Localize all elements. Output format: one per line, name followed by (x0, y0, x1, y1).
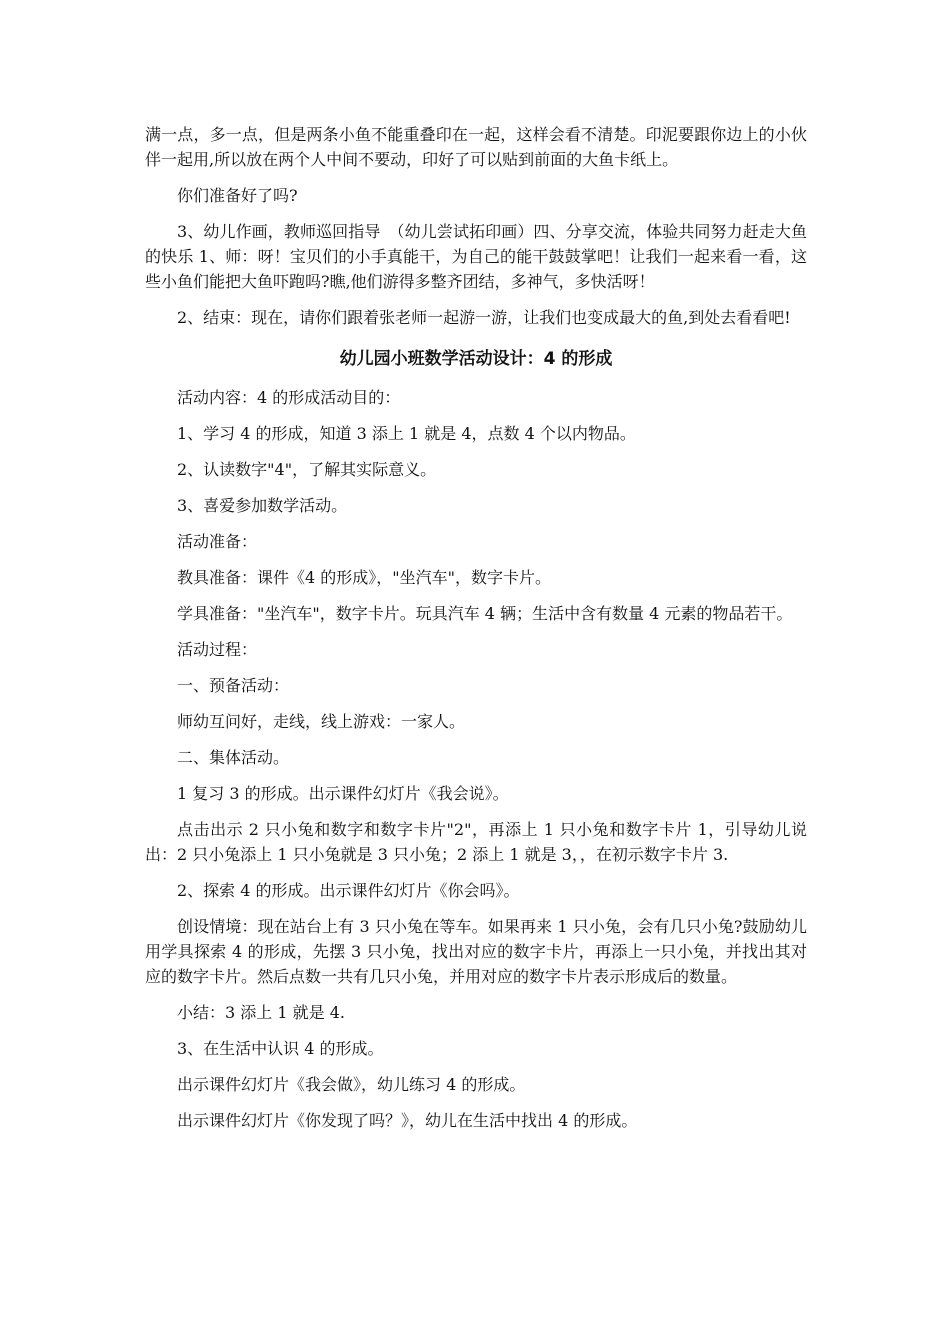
explore-description: 创设情境：现在站台上有 3 只小兔在等车。如果再来 1 只小兔，会有几只小兔?鼓励幼儿用学具探索 4 的形成，先摆 3 只小兔，找出对应的数字卡片，再添上一只小兔，并找出其对应的数字卡片。然后点数一共有几只小兔，并用对应的数字卡片表示形成后的数量。 (145, 917, 807, 986)
paragraph-continuation: 满一点，多一点，但是两条小鱼不能重叠印在一起，这样会看不清楚。印泥要跟你边上的小伙伴一起用,所以放在两个人中间不要动，印好了可以贴到前面的大鱼卡纸上。 (145, 125, 807, 169)
learning-aids: 学具准备："坐汽车"，数字卡片。玩具汽车 4 辆；生活中含有数量 4 元素的物品若干。 (177, 604, 793, 623)
paragraph-ending: 2、结束：现在，请你们跟着张老师一起游一游，让我们也变成最大的鱼,到处去看看吧! (177, 308, 791, 327)
goal-item-3: 3、喜爱参加数学活动。 (177, 496, 348, 515)
paragraph-drawing-and-sharing: 3、幼儿作画，教师巡回指导 （幼儿尝试拓印画）四、分享交流，体验共同努力赶走大鱼的快乐 1、师：呀！宝贝们的小手真能干，为自己的能干鼓鼓掌吧！让我们一起来看一看，这些小鱼们能把大鱼吓跑吗?瞧,他们游得多整齐团结，多神气，多快活呀！ (145, 222, 807, 291)
review-step: 1 复习 3 的形成。出示课件幻灯片《我会说》。 (177, 784, 509, 803)
section-group-heading: 二、集体活动。 (177, 748, 290, 767)
teaching-aids: 教具准备：课件《4 的形成》，"坐汽车"，数字卡片。 (177, 568, 551, 587)
section-warmup-heading: 一、预备活动： (177, 676, 290, 695)
discover-slide: 出示课件幻灯片《你发现了吗？》，幼儿在生活中找出 4 的形成。 (177, 1111, 638, 1130)
article-title: 幼儿园小班数学活动设计：4 的形成 (339, 349, 613, 369)
goal-item-2: 2、认读数字"4"，了解其实际意义。 (177, 460, 437, 479)
review-description: 点击出示 2 只小兔和数字和数字卡片"2"，再添上 1 只小兔和数字卡片 1，引导幼儿说出：2 只小兔添上 1 只小兔就是 3 只小兔；2 添上 1 就是 3，，在初示数字卡片 3. (145, 820, 807, 864)
paragraph-ready-question: 你们准备好了吗? (177, 186, 298, 205)
practice-slide: 出示课件幻灯片《我会做》，幼儿练习 4 的形成。 (177, 1075, 526, 1094)
warmup-description: 师幼互问好，走线，线上游戏：一家人。 (177, 712, 466, 731)
preparation-heading: 活动准备： (177, 532, 258, 551)
explore-step: 2、探索 4 的形成。出示课件幻灯片《你会吗》。 (177, 881, 520, 900)
goal-item-1: 1、学习 4 的形成，知道 3 添上 1 就是 4，点数 4 个以内物品。 (177, 424, 636, 443)
document-page (145, 122, 807, 1144)
summary: 小结：3 添上 1 就是 4. (177, 1003, 345, 1022)
activity-content: 活动内容：4 的形成活动目的： (177, 388, 401, 407)
life-step: 3、在生活中认识 4 的形成。 (177, 1039, 384, 1058)
process-heading: 活动过程： (177, 640, 258, 659)
